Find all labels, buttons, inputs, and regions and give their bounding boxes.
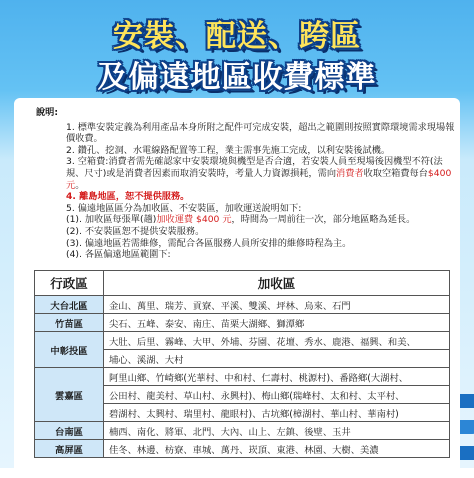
table-row — [35, 314, 450, 332]
region-cell: 雲嘉區 — [35, 368, 104, 422]
notes-list — [36, 122, 456, 261]
title-line-1: 安裝、配送、跨區 — [113, 19, 361, 54]
region-cell: 台南區 — [35, 422, 104, 440]
sub-item: (2). 不安裝區恕不提供安裝服務。 — [66, 225, 205, 237]
region-cell: 竹苗區 — [35, 314, 104, 332]
table-row — [35, 422, 450, 440]
region-cell: 中彰投區 — [35, 332, 104, 368]
area-cell: 尖石、五峰、泰安、南庄、苗栗大湖鄉、獅潭鄉 — [104, 314, 450, 332]
area-cell: 碧湖村、太興村、瑞里村、龍眼村)、古坑鄉(樟湖村、華山村、華南村) — [104, 404, 450, 422]
area-cell: 金山、萬里、瑞芳、貢寮、平溪、雙溪、坪林、烏來、石門 — [104, 296, 450, 314]
region-cell: 高屏區 — [35, 440, 104, 458]
highlight-consumer: 消費者 — [336, 167, 364, 179]
table-row — [35, 332, 450, 350]
area-cell: 佳冬、林邊、枋寮、車城、萬丹、崁頂、東港、林園、大樹、美濃 — [104, 440, 450, 458]
area-cell: 楠西、南化、將軍、北門、大內、山上、左鎮、後壁、玉井 — [104, 422, 450, 440]
note-item-island: 4. 離島地區，恕不提供服務。 — [66, 191, 190, 203]
remote-area-table — [34, 270, 450, 458]
table-row — [35, 296, 450, 314]
table-header-row — [35, 271, 450, 296]
note-item: 2. 鑽孔、挖洞、水電線路配置等工程，業主需事先施工完成，以利安裝後試機。 — [66, 144, 391, 156]
note-item: 5. 偏遠地區區分為加收區、不安裝區，加收運送說明如下: (1). 加收區每張單(趟)加收運費 $400 元，時間為一周前往一次，部分地區略為延長。 (2). 不安裝區恕不提供安裝服務。 (3). 偏遠地區若需維修，需配合各區服務人員所安排的維修時程為主。 (4). 各區偏遠地區範圍下: — [66, 203, 456, 261]
sub-item: (4). 各區偏遠地區範圍下: — [66, 249, 171, 261]
poster-title — [0, 18, 474, 98]
header-surcharge-area: 加收區 — [104, 271, 450, 296]
note-item: 3. 空箱費:消費者需先確認家中安裝環境與機型是否合適，若安裝人員至現場後因機型不符(法規、尺寸)或是消費者因素而取消安裝時，考量人力資源損耗，需向消費者收取空箱費每台$400 元。 — [66, 156, 452, 191]
highlight-surcharge: 加收運費 $400 元 — [156, 214, 232, 226]
highlight-empty-box-fee: $400 元 — [66, 167, 452, 191]
note-sublist — [66, 214, 456, 260]
table-row — [35, 368, 450, 386]
sub-item: (1). 加收區每張單(趟)加收運費 $400 元，時間為一周前往一次，部分地區略為延長。 — [66, 214, 416, 226]
notes-heading: 說明: — [36, 107, 59, 118]
table-row — [35, 440, 450, 458]
area-cell: 公田村、龍美村、草山村、永興村)、梅山鄉(瑞峰村、太和村、太平村、 — [104, 386, 450, 404]
title-line-2: 及偏遠地區收費標準 — [97, 60, 377, 95]
area-cell: 大肚、后里、霧峰、大甲、外埔、芬園、花壇、秀水、鹿港、福興、和美、 — [104, 332, 450, 350]
notes-section — [36, 107, 456, 261]
note-item: 1. 標準安裝定義為利用產品本身所附之配件可完成安裝，超出之範圍則按照實際環境需求現場報價收費。 — [66, 121, 455, 145]
area-cell: 埔心、溪湖、大村 — [104, 350, 450, 368]
region-cell: 大台北區 — [35, 296, 104, 314]
header-region: 行政區 — [35, 271, 104, 296]
sub-item: (3). 偏遠地區若需維修，需配合各區服務人員所安排的維修時程為主。 — [66, 237, 352, 249]
area-cell: 阿里山鄉、竹崎鄉(光華村、中和村、仁壽村、桃源村)、番路鄉(大湖村、 — [104, 368, 450, 386]
content-card — [14, 98, 460, 478]
